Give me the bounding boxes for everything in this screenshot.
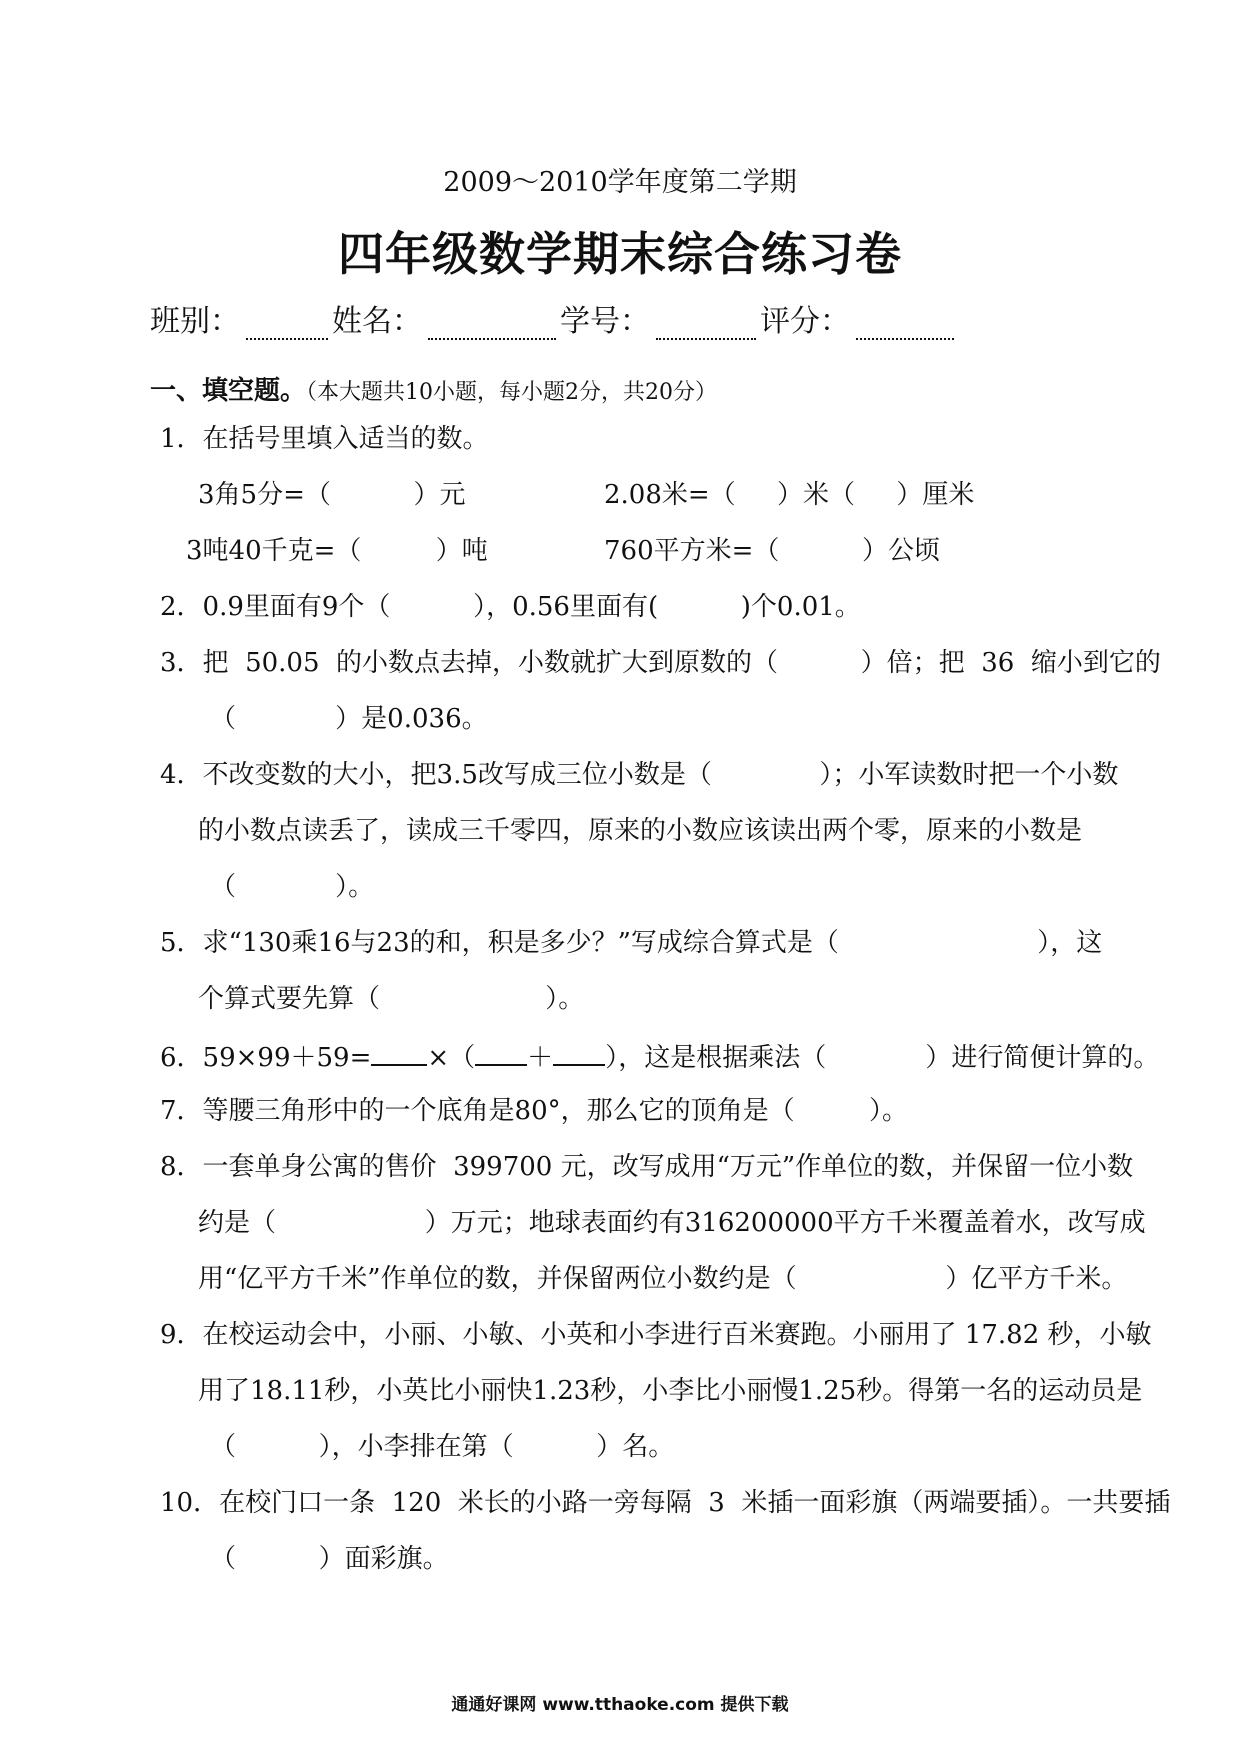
question-5-line-1: 5．求“130乘16与23的和，积是多少？”写成综合算式是（ ），这 — [160, 928, 1103, 958]
term-subtitle: 2009～2010学年度第二学期 — [443, 167, 797, 198]
id-label: 学号： — [560, 304, 650, 339]
class-label: 班别： — [150, 304, 240, 339]
score-label: 评分： — [760, 304, 850, 339]
question-6-expression: 59×99＋59= — [202, 1043, 372, 1073]
question-6-tail: ），这是根据乘法（ ）进行简便计算的。 — [605, 1043, 1160, 1073]
question-1-item-d: 760平方米=（ ）公顷 — [604, 536, 941, 566]
question-10-line-1: 10．在校门口一条 120 米长的小路一旁每隔 3 米插一面彩旗（两端要插）。一共要插 — [160, 1488, 1171, 1518]
question-6-blank-3[interactable] — [553, 1040, 605, 1066]
question-5-line-2: 个算式要先算（ ）。 — [198, 984, 585, 1014]
score-blank[interactable] — [856, 308, 954, 340]
question-1-item-a: 3角5分=（ ）元 — [198, 480, 466, 510]
download-footer: 通通好课网 www.tthaoke.com 提供下载 — [451, 1695, 789, 1715]
section-title: 一、填空题。 — [150, 376, 307, 406]
question-7: 7．等腰三角形中的一个底角是80°，那么它的顶角是（ ）。 — [160, 1096, 909, 1126]
class-blank[interactable] — [246, 308, 328, 340]
question-1-item-b: 2.08米=（ ）米（ ）厘米 — [604, 480, 975, 510]
question-4-line-2: 的小数点读丢了，读成三千零四，原来的小数应该读出两个零，原来的小数是 — [198, 816, 1083, 846]
question-4-line-1: 4．不改变数的大小，把3.5改写成三位小数是（ ）；小军读数时把一个小数 — [160, 760, 1119, 790]
question-2: 2．0.9里面有9个（ ），0.56里面有( )个0.01。 — [160, 592, 861, 622]
section-note: （本大题共10小题，每小题2分，共20分） — [306, 380, 718, 405]
question-1-item-c: 3吨40千克=（ ）吨 — [186, 536, 488, 566]
question-9-line-2: 用了18.11秒，小英比小丽快1.23秒，小李比小丽慢1.25秒。得第一名的运动员是 — [198, 1376, 1143, 1406]
question-1: 1．在括号里填入适当的数。 — [160, 424, 489, 454]
question-6-blank-2[interactable] — [475, 1040, 527, 1066]
question-8-line-1: 8．一套单身公寓的售价 399700 元，改写成用“万元”作单位的数，并保留一位小数 — [160, 1152, 1134, 1182]
question-9-line-3: （ ），小李排在第（ ）名。 — [210, 1432, 675, 1462]
id-blank[interactable] — [656, 308, 756, 340]
section-heading — [150, 370, 717, 407]
name-label: 姓名： — [332, 304, 422, 339]
question-8-line-2: 约是（ ）万元；地球表面约有316200000平方千米覆盖着水，改写成 — [198, 1208, 1146, 1238]
name-blank[interactable] — [428, 308, 556, 340]
question-3-line-2: （ ）是0.036。 — [210, 704, 488, 734]
question-4-line-3: （ ）。 — [210, 872, 375, 902]
exam-title: 四年级数学期末综合练习卷 — [338, 227, 902, 281]
question-6-plus: ＋ — [527, 1043, 554, 1073]
question-6-times: ×（ — [427, 1043, 476, 1073]
question-3-line-1: 3．把 50.05 的小数点去掉，小数就扩大到原数的（ ）倍；把 36 缩小到它的 — [160, 648, 1161, 678]
question-6-blank-1[interactable] — [371, 1040, 427, 1066]
question-8-line-3: 用“亿平方千米”作单位的数，并保留两位小数约是（ ）亿平方千米。 — [198, 1264, 1128, 1294]
student-info-bar — [150, 296, 958, 340]
question-9-line-1: 9．在校运动会中，小丽、小敏、小英和小李进行百米赛跑。小丽用了 17.82 秒，小敏 — [160, 1320, 1152, 1350]
question-6 — [160, 1040, 1159, 1073]
question-10-line-2: （ ）面彩旗。 — [210, 1544, 449, 1574]
question-6-number: 6． — [160, 1043, 203, 1073]
